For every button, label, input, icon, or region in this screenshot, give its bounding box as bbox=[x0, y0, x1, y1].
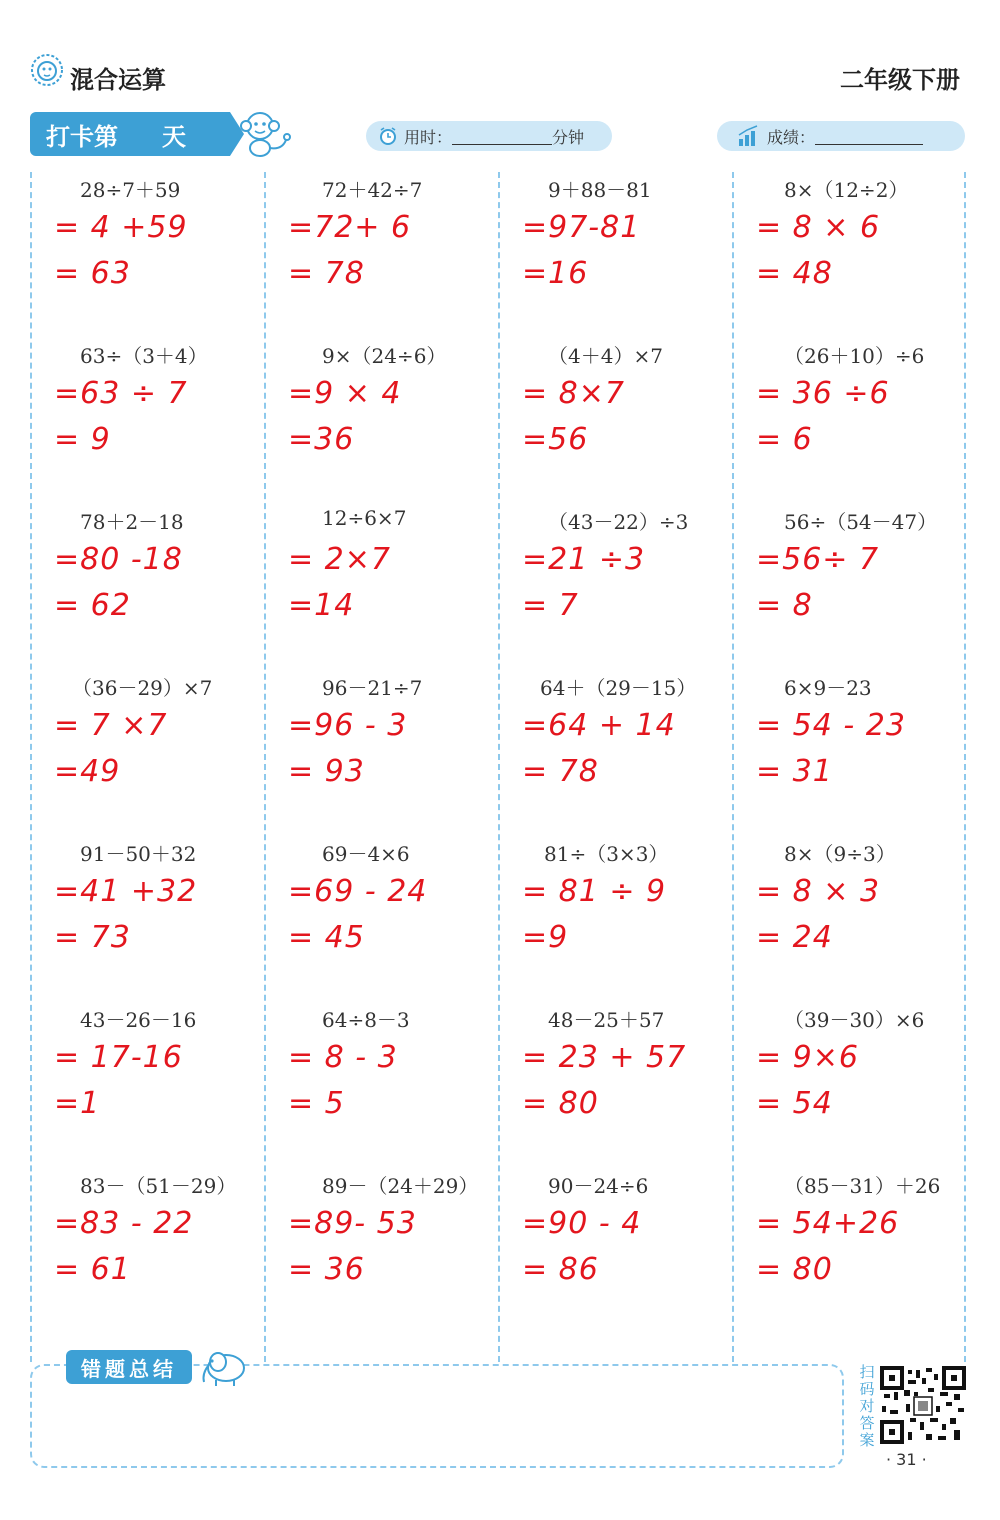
problem-expression: 78＋2－18 bbox=[80, 510, 184, 534]
problem-item bbox=[734, 1168, 968, 1334]
handwritten-answer: = 24 bbox=[756, 920, 833, 955]
problem-item bbox=[32, 836, 266, 1002]
monkey-icon bbox=[236, 106, 292, 160]
problem-expression: 91－50＋32 bbox=[80, 842, 197, 866]
handwritten-step: = 7 ×7 bbox=[54, 708, 168, 743]
problem-expression: 28÷7＋59 bbox=[80, 178, 181, 202]
handwritten-step: =80 -18 bbox=[54, 542, 183, 577]
handwritten-step: = 8 × 3 bbox=[756, 874, 881, 909]
problem-item bbox=[500, 1168, 734, 1334]
problem-item bbox=[266, 172, 500, 338]
handwritten-answer: = 93 bbox=[288, 754, 365, 789]
time-field bbox=[366, 121, 612, 151]
time-input[interactable] bbox=[452, 128, 552, 145]
handwritten-answer: = 9 bbox=[54, 422, 111, 457]
handwritten-answer: = 73 bbox=[54, 920, 131, 955]
handwritten-step: =90 - 4 bbox=[522, 1206, 642, 1241]
problem-column bbox=[32, 172, 266, 1362]
handwritten-step: = 4 +59 bbox=[54, 210, 188, 245]
handwritten-answer: =16 bbox=[522, 256, 589, 291]
handwritten-answer: = 7 bbox=[522, 588, 579, 623]
handwritten-step: =56÷ 7 bbox=[756, 542, 880, 577]
problem-item bbox=[734, 504, 968, 670]
mistake-summary-label: 错题总结 bbox=[66, 1350, 192, 1384]
problem-expression: （36－29）×7 bbox=[72, 676, 213, 700]
problem-item bbox=[266, 338, 500, 504]
problem-item bbox=[32, 1002, 266, 1168]
handwritten-step: =21 ÷3 bbox=[522, 542, 646, 577]
problem-expression: （85－31）＋26 bbox=[784, 1174, 941, 1198]
handwritten-step: = 81 ÷ 9 bbox=[522, 874, 667, 909]
problem-item bbox=[32, 172, 266, 338]
problem-item bbox=[500, 338, 734, 504]
problem-item bbox=[500, 670, 734, 836]
elephant-icon bbox=[196, 1344, 252, 1388]
problem-item bbox=[266, 670, 500, 836]
handwritten-answer: = 86 bbox=[522, 1252, 599, 1287]
problem-expression: （26＋10）÷6 bbox=[784, 344, 925, 368]
handwritten-step: = 54+26 bbox=[756, 1206, 900, 1241]
handwritten-answer: =36 bbox=[288, 422, 355, 457]
problem-expression: （43－22）÷3 bbox=[548, 510, 689, 534]
handwritten-answer: = 78 bbox=[288, 256, 365, 291]
problem-item bbox=[734, 172, 968, 338]
handwritten-answer: = 8 bbox=[756, 588, 813, 623]
handwritten-answer: = 78 bbox=[522, 754, 599, 789]
problem-item bbox=[734, 670, 968, 836]
problem-expression: 9＋88－81 bbox=[548, 178, 652, 202]
page-number: · 31 · bbox=[886, 1450, 927, 1469]
problem-item bbox=[500, 504, 734, 670]
problem-expression: （39－30）×6 bbox=[784, 1008, 925, 1032]
problem-expression: 69－4×6 bbox=[322, 842, 410, 866]
bar-chart-icon bbox=[737, 125, 761, 147]
handwritten-answer: = 45 bbox=[288, 920, 365, 955]
handwritten-step: = 8×7 bbox=[522, 376, 625, 411]
handwritten-answer: = 62 bbox=[54, 588, 131, 623]
handwritten-step: = 36 ÷6 bbox=[756, 376, 890, 411]
handwritten-step: = 9×6 bbox=[756, 1040, 859, 1075]
qr-code-icon[interactable] bbox=[880, 1366, 966, 1444]
grade-label: 二年级下册 bbox=[840, 66, 960, 94]
problem-expression: 48－25＋57 bbox=[548, 1008, 665, 1032]
problem-expression: 90－24÷6 bbox=[548, 1174, 649, 1198]
handwritten-step: =64 + 14 bbox=[522, 708, 676, 743]
handwritten-step: =89- 53 bbox=[288, 1206, 417, 1241]
problem-item bbox=[32, 338, 266, 504]
problem-expression: 72＋42÷7 bbox=[322, 178, 423, 202]
score-label: 成绩： bbox=[767, 127, 816, 147]
lion-icon bbox=[30, 50, 64, 90]
problem-item bbox=[266, 1168, 500, 1334]
checkin-banner bbox=[30, 112, 230, 156]
handwritten-answer: = 54 bbox=[756, 1086, 833, 1121]
problem-column bbox=[732, 172, 968, 1362]
problem-item bbox=[266, 504, 500, 670]
handwritten-answer: = 48 bbox=[756, 256, 833, 291]
handwritten-step: =69 - 24 bbox=[288, 874, 428, 909]
handwritten-step: =97-81 bbox=[522, 210, 641, 245]
handwritten-answer: = 61 bbox=[54, 1252, 131, 1287]
problem-item bbox=[500, 172, 734, 338]
problem-expression: 9×（24÷6） bbox=[322, 344, 447, 368]
problem-expression: 96－21÷7 bbox=[322, 676, 423, 700]
problem-expression: 89－（24＋29） bbox=[322, 1174, 479, 1198]
page-header bbox=[30, 40, 960, 110]
time-unit: 分钟 bbox=[552, 127, 585, 147]
problem-item bbox=[32, 670, 266, 836]
problem-expression: 83－（51－29） bbox=[80, 1174, 237, 1198]
problem-expression: 56÷（54－47） bbox=[784, 510, 938, 534]
problem-expression: 43－26－16 bbox=[80, 1008, 197, 1032]
problem-item bbox=[32, 504, 266, 670]
problem-item bbox=[32, 1168, 266, 1334]
handwritten-step: =63 ÷ 7 bbox=[54, 376, 188, 411]
handwritten-answer: =9 bbox=[522, 920, 569, 955]
score-input[interactable] bbox=[815, 128, 923, 145]
checkin-suffix: 天 bbox=[162, 122, 186, 151]
problem-column bbox=[498, 172, 734, 1362]
handwritten-step: = 17-16 bbox=[54, 1040, 183, 1075]
handwritten-step: =83 - 22 bbox=[54, 1206, 194, 1241]
handwritten-step: = 54 - 23 bbox=[756, 708, 906, 743]
problem-expression: 64÷8－3 bbox=[322, 1008, 410, 1032]
handwritten-answer: = 5 bbox=[288, 1086, 345, 1121]
scan-answer-label: 扫码对答案 bbox=[859, 1363, 875, 1449]
problem-expression: 8×（12÷2） bbox=[784, 178, 909, 202]
handwritten-answer: =14 bbox=[288, 588, 355, 623]
handwritten-step: =96 - 3 bbox=[288, 708, 408, 743]
handwritten-answer: = 31 bbox=[756, 754, 833, 789]
handwritten-step: = 2×7 bbox=[288, 542, 391, 577]
problem-expression: 8×（9÷3） bbox=[784, 842, 896, 866]
page-title: 混合运算 bbox=[70, 66, 166, 94]
handwritten-answer: =49 bbox=[54, 754, 121, 789]
handwritten-step: = 23 + 57 bbox=[522, 1040, 687, 1075]
handwritten-answer: = 6 bbox=[756, 422, 813, 457]
problem-expression: 81÷（3×3） bbox=[544, 842, 669, 866]
problem-column bbox=[264, 172, 500, 1362]
problem-item bbox=[500, 1002, 734, 1168]
handwritten-step: = 8 - 3 bbox=[288, 1040, 398, 1075]
handwritten-answer: =56 bbox=[522, 422, 589, 457]
problem-item bbox=[500, 836, 734, 1002]
handwritten-step: = 8 × 6 bbox=[756, 210, 881, 245]
problem-item bbox=[734, 1002, 968, 1168]
handwritten-answer: = 63 bbox=[54, 256, 131, 291]
problem-expression: 12÷6×7 bbox=[322, 506, 407, 530]
problem-expression: （4＋4）×7 bbox=[548, 344, 663, 368]
checkin-prefix: 打卡第 bbox=[46, 122, 118, 151]
problem-expression: 6×9－23 bbox=[784, 676, 872, 700]
handwritten-step: =9 × 4 bbox=[288, 376, 402, 411]
problem-item bbox=[734, 836, 968, 1002]
problem-expression: 64＋（29－15） bbox=[540, 676, 697, 700]
problem-item bbox=[266, 1002, 500, 1168]
score-field bbox=[717, 121, 965, 151]
problem-expression: 63÷（3＋4） bbox=[80, 344, 208, 368]
time-label: 用时： bbox=[404, 127, 453, 147]
handwritten-answer: = 36 bbox=[288, 1252, 365, 1287]
handwritten-step: =72+ 6 bbox=[288, 210, 412, 245]
handwritten-step: =41 +32 bbox=[54, 874, 198, 909]
handwritten-answer: = 80 bbox=[756, 1252, 833, 1287]
handwritten-answer: =1 bbox=[54, 1086, 101, 1121]
handwritten-answer: = 80 bbox=[522, 1086, 599, 1121]
problem-item bbox=[734, 338, 968, 504]
problem-item bbox=[266, 836, 500, 1002]
clock-icon bbox=[378, 126, 398, 146]
problem-grid bbox=[30, 172, 966, 1362]
